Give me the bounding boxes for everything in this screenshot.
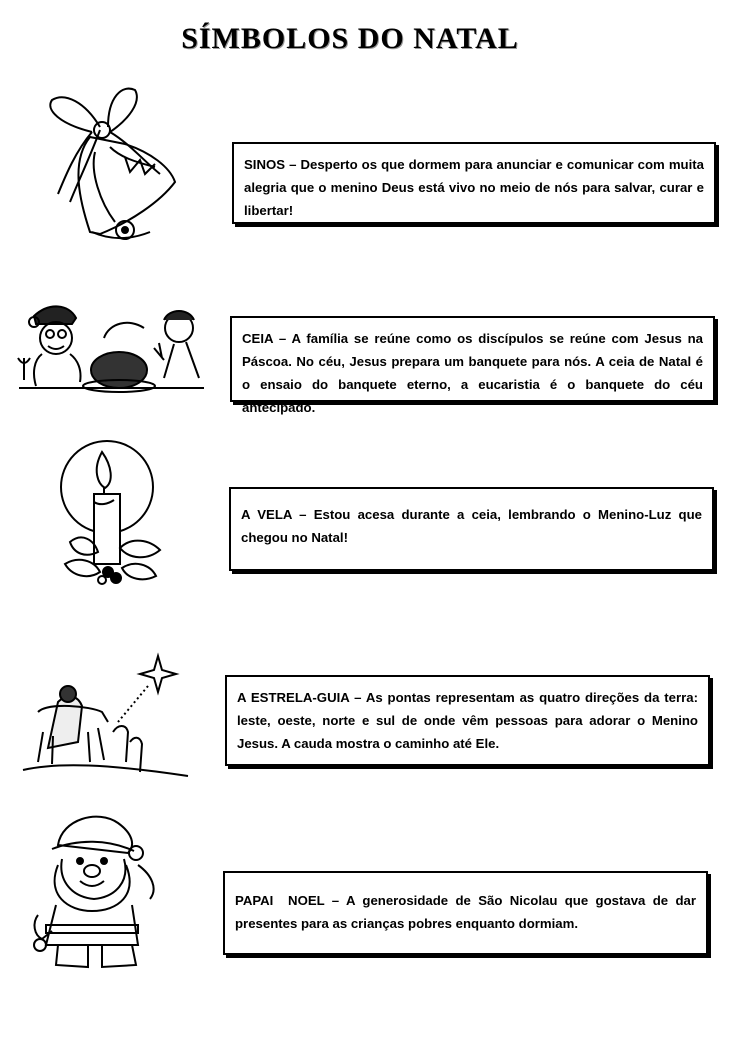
symbol-description: Estou acesa durante a ceia, lembrando o Menino-Luz que chegou no Natal! <box>241 507 702 545</box>
symbol-key: SINOS <box>244 157 286 172</box>
symbol-separator: – <box>273 331 292 346</box>
symbol-key: A VELA <box>241 507 292 522</box>
symbol-separator: – <box>285 157 301 172</box>
symbol-separator: – <box>349 690 366 705</box>
santa-claus-icon <box>28 805 168 975</box>
symbol-description: A família se reúne como os discípulos se reúne com Jesus na Páscoa. No céu, Jesus prepara um banquete para nós. A ceia de Natal é o ensaio do banquete eterno, a eucaristia é o banquete do céu antecipado. <box>242 331 703 415</box>
symbol-card-ceia <box>230 316 715 415</box>
symbol-separator: – <box>324 893 346 908</box>
guiding-star-icon <box>18 652 193 782</box>
page-title: SÍMBOLOS DO NATAL <box>181 22 519 55</box>
symbol-card-papai-noel <box>223 871 708 955</box>
symbol-key: A ESTRELA-GUIA <box>237 690 350 705</box>
symbol-key: PAPAI NOEL <box>235 893 325 908</box>
symbol-card-sinos <box>232 142 716 224</box>
symbol-card-estrela-guia <box>225 675 710 766</box>
symbol-description: Desperto os que dormem para anunciar e comunicar com muita alegria que o menino Deus está vivo no meio de nós para salvar, curar e libertar! <box>244 157 704 218</box>
candle-icon <box>60 432 170 597</box>
symbol-description: As pontas representam as quatro direções da terra: leste, oeste, norte e sul de onde vêm pessoas para adorar o Menino Jesus. A cauda mostra o caminho até Ele. <box>237 690 698 751</box>
symbol-description: A generosidade de São Nicolau que gostava de dar presentes para as crianças pobres enquanto dormiam. <box>235 893 696 931</box>
symbol-key: CEIA <box>242 331 274 346</box>
symbol-card-vela <box>229 487 714 571</box>
christmas-dinner-icon <box>14 298 210 404</box>
bell-icon <box>30 82 180 247</box>
symbol-separator: – <box>291 507 314 522</box>
